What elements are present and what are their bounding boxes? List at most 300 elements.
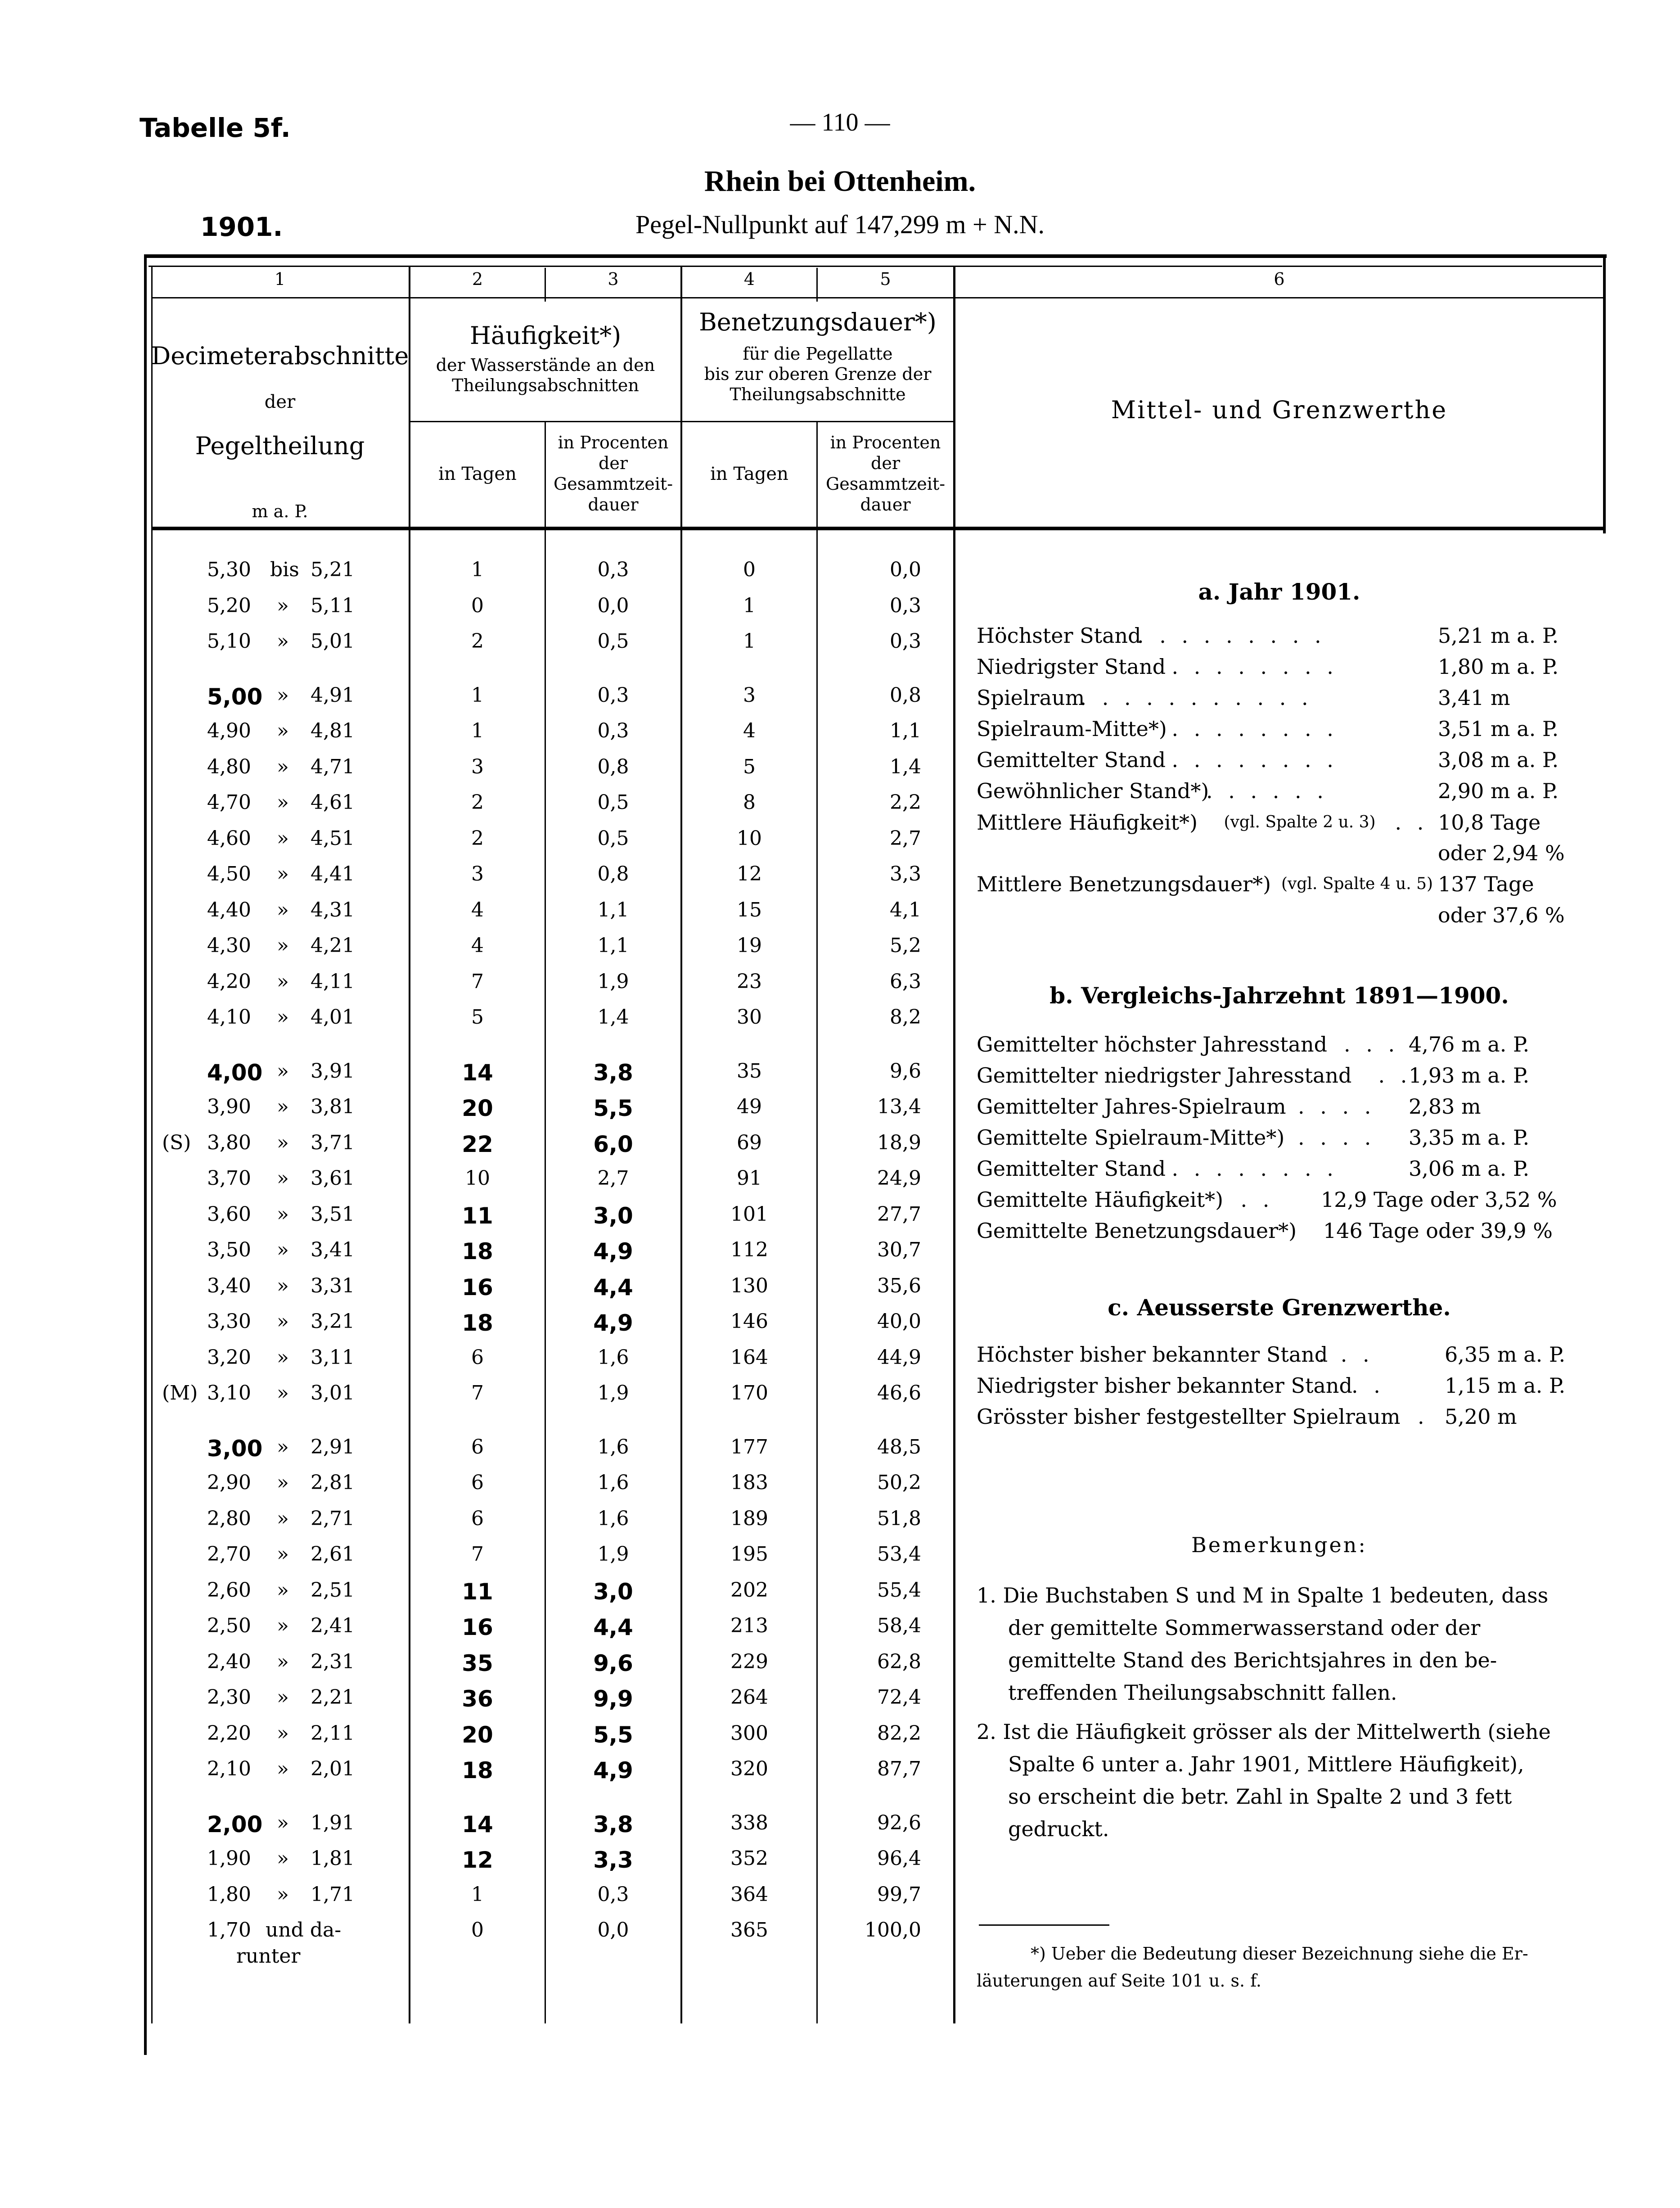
row-to: 2,81 xyxy=(311,1471,355,1494)
row-to: 1,71 xyxy=(311,1883,355,1906)
table-row xyxy=(0,1722,959,1758)
row-to: 3,31 xyxy=(311,1274,355,1297)
row-benetzung-procent: 3,3 xyxy=(890,862,921,885)
row-benetzung-tage: 4 xyxy=(743,719,756,742)
row-haeufigkeit-tage: 18 xyxy=(462,1310,493,1336)
leader-dots: . . . . . . . . xyxy=(1171,1156,1338,1181)
row-benetzung-procent: 99,7 xyxy=(877,1883,921,1906)
row-benetzung-procent: 55,4 xyxy=(877,1578,921,1602)
row-haeufigkeit-tage: 12 xyxy=(462,1847,493,1873)
row-sep: » xyxy=(277,1095,289,1118)
section-a-value: 137 Tage xyxy=(1438,872,1534,896)
section-a-value: 3,41 m xyxy=(1438,686,1510,710)
section-a-label: Höchster Stand xyxy=(977,623,1141,648)
row-haeufigkeit-tage: 6 xyxy=(471,1507,484,1530)
row-sep: » xyxy=(277,826,289,850)
table-row xyxy=(0,1919,959,1968)
row-from: 2,30 xyxy=(207,1686,251,1709)
table-row xyxy=(0,827,959,863)
section-a-note: (vgl. Spalte 4 u. 5) xyxy=(1281,875,1433,893)
table-row xyxy=(0,1095,959,1131)
table-row xyxy=(0,1811,959,1847)
row-to: 4,61 xyxy=(311,791,355,814)
col3-sub-l3: Gesammtzeit- xyxy=(553,474,673,494)
row-to: 2,11 xyxy=(311,1721,355,1745)
row-haeufigkeit-procent: 0,5 xyxy=(597,826,629,850)
section-b-label: Gemittelter höchster Jahresstand xyxy=(977,1032,1328,1057)
table-row xyxy=(0,630,959,666)
row-to: 3,61 xyxy=(311,1167,355,1190)
row-to: 2,91 xyxy=(311,1435,355,1458)
row-haeufigkeit-procent: 0,5 xyxy=(597,791,629,814)
page-subtitle: Pegel-Nullpunkt auf 147,299 m + N.N. xyxy=(635,210,1045,239)
row-haeufigkeit-procent: 0,0 xyxy=(597,594,629,617)
col2-subheader: in Tagen xyxy=(438,464,517,484)
leader-dots: . . . . . . xyxy=(1206,779,1328,803)
row-benetzung-procent: 51,8 xyxy=(877,1507,921,1530)
section-a-value: oder 2,94 % xyxy=(1438,841,1565,865)
col-number-1: 1 xyxy=(274,269,286,289)
remark-2-line: gedruckt. xyxy=(1008,1817,1109,1841)
row-to: 4,81 xyxy=(311,719,355,742)
table-row xyxy=(0,1650,959,1686)
row-benetzung-procent: 27,7 xyxy=(877,1202,921,1226)
row-haeufigkeit-procent: 2,7 xyxy=(597,1167,629,1190)
row-to: 1,81 xyxy=(311,1847,355,1870)
section-c-value: 5,20 m xyxy=(1445,1404,1517,1429)
row-haeufigkeit-procent: 1,6 xyxy=(597,1435,629,1458)
row-haeufigkeit-procent: 1,1 xyxy=(597,898,629,921)
row-to: 5,01 xyxy=(311,630,355,653)
table-right-border xyxy=(1603,254,1606,533)
row-sep: » xyxy=(277,1883,289,1906)
col1-header-line3: Pegeltheilung xyxy=(195,432,365,460)
row-from: 4,40 xyxy=(207,898,251,921)
col-number-5: 5 xyxy=(880,269,891,289)
section-b-label: Gemittelter Stand xyxy=(977,1156,1166,1181)
row-haeufigkeit-tage: 2 xyxy=(471,826,484,850)
table-row xyxy=(0,594,959,630)
leader-dots: . . . xyxy=(1318,1342,1374,1367)
row-from: 3,60 xyxy=(207,1202,251,1226)
section-b-value: 3,35 m a. P. xyxy=(1409,1125,1530,1150)
col4-subheader: in Tagen xyxy=(710,464,788,484)
row-from: 4,80 xyxy=(207,755,251,778)
row-haeufigkeit-procent: 6,0 xyxy=(593,1131,633,1157)
row-sep: » xyxy=(277,1757,289,1780)
row-benetzung-tage: 69 xyxy=(737,1131,762,1154)
table-row xyxy=(0,1543,959,1579)
row-haeufigkeit-procent: 0,8 xyxy=(597,862,629,885)
row-benetzung-procent: 92,6 xyxy=(877,1811,921,1834)
row-benetzung-procent: 50,2 xyxy=(877,1471,921,1494)
section-a-note: (vgl. Spalte 2 u. 3) xyxy=(1224,813,1376,831)
leader-dots: . . xyxy=(1378,1063,1412,1088)
row-sep: » xyxy=(277,630,289,653)
table-top-border xyxy=(144,254,1607,258)
table-row xyxy=(0,558,959,594)
row-from: 4,60 xyxy=(207,826,251,850)
row-haeufigkeit-procent: 0,3 xyxy=(597,558,629,581)
row-benetzung-tage: 213 xyxy=(730,1614,768,1637)
row-sep: » xyxy=(277,791,289,814)
row-benetzung-tage: 130 xyxy=(730,1274,768,1297)
row-to: 4,21 xyxy=(311,934,355,957)
footnote-rule xyxy=(979,1924,1109,1926)
row-benetzung-tage: 177 xyxy=(730,1435,768,1458)
row-benetzung-tage: 5 xyxy=(743,755,756,778)
row-haeufigkeit-tage: 35 xyxy=(462,1650,493,1676)
row-to: 3,51 xyxy=(311,1202,355,1226)
row-haeufigkeit-tage: 4 xyxy=(471,898,484,921)
row-benetzung-tage: 164 xyxy=(730,1346,768,1369)
row-sep: » xyxy=(277,1382,289,1404)
row-benetzung-tage: 0 xyxy=(743,558,756,581)
row-benetzung-procent: 40,0 xyxy=(877,1310,921,1333)
row-from: 1,80 xyxy=(207,1883,251,1906)
leader-dots: . . . . . . . . xyxy=(1171,655,1338,679)
row-sep: » xyxy=(277,1435,289,1458)
row-benetzung-tage: 202 xyxy=(730,1578,768,1602)
row-sep: bis xyxy=(270,558,299,581)
benetzung-sub2: bis zur oberen Grenze der xyxy=(704,364,932,384)
col5-sub-l1: in Procenten xyxy=(830,433,941,452)
row-haeufigkeit-procent: 4,9 xyxy=(593,1238,633,1264)
row-benetzung-tage: 8 xyxy=(743,791,756,814)
row-benetzung-procent: 53,4 xyxy=(877,1543,921,1566)
section-a-value: 2,90 m a. P. xyxy=(1438,779,1559,803)
row-to: 5,21 xyxy=(311,558,355,581)
row-from: 1,70 xyxy=(207,1919,251,1942)
leader-dots: . . . . xyxy=(1298,1094,1376,1119)
row-from: 3,00 xyxy=(207,1435,263,1462)
row-sep: » xyxy=(277,1650,289,1673)
footnote-line2: läuterungen auf Seite 101 u. s. f. xyxy=(977,1971,1261,1991)
row-benetzung-tage: 91 xyxy=(737,1167,762,1190)
row-haeufigkeit-procent: 0,3 xyxy=(597,683,629,707)
row-haeufigkeit-tage: 1 xyxy=(471,1883,484,1906)
col5-sub-l3: Gesammtzeit- xyxy=(825,474,946,494)
col3-subheader xyxy=(546,432,680,515)
row-to: 4,91 xyxy=(311,683,355,707)
row-from: 5,00 xyxy=(207,683,263,710)
remark-2-line: so erscheint die betr. Zahl in Spalte 2 und 3 fett xyxy=(1008,1784,1512,1809)
benetzung-header: Benetzungsdauer*) xyxy=(699,308,937,336)
row-haeufigkeit-tage: 18 xyxy=(462,1238,493,1264)
row-benetzung-tage: 12 xyxy=(737,862,762,885)
row-haeufigkeit-procent: 5,5 xyxy=(593,1095,633,1121)
row-sep: » xyxy=(277,1310,289,1333)
row-to: 2,31 xyxy=(311,1650,355,1673)
row-sep: » xyxy=(277,1543,289,1566)
section-c-label: Grösster bisher festgestellter Spielraum xyxy=(977,1404,1401,1429)
row-benetzung-tage: 320 xyxy=(730,1757,768,1780)
row-haeufigkeit-procent: 4,4 xyxy=(593,1614,633,1640)
col-number-4: 4 xyxy=(743,269,755,289)
row-haeufigkeit-tage: 3 xyxy=(471,755,484,778)
row-sep: » xyxy=(277,1346,289,1369)
row-sep: » xyxy=(277,1614,289,1637)
col-number-6: 6 xyxy=(1274,269,1285,289)
row-haeufigkeit-procent: 1,9 xyxy=(597,970,629,993)
row-benetzung-procent: 96,4 xyxy=(877,1847,921,1870)
row-benetzung-procent: 46,6 xyxy=(877,1382,921,1404)
row-haeufigkeit-tage: 14 xyxy=(462,1811,493,1838)
row-benetzung-tage: 300 xyxy=(730,1721,768,1745)
row-haeufigkeit-procent: 1,6 xyxy=(597,1471,629,1494)
table-row xyxy=(0,719,959,755)
row-haeufigkeit-tage: 7 xyxy=(471,970,484,993)
leader-dots: . xyxy=(1418,1404,1429,1429)
row-sep: » xyxy=(277,934,289,957)
row-benetzung-procent: 9,6 xyxy=(890,1059,921,1083)
section-b-value: 2,83 m xyxy=(1409,1094,1481,1119)
row-haeufigkeit-procent: 9,6 xyxy=(593,1650,633,1676)
row-benetzung-tage: 112 xyxy=(730,1238,768,1261)
section-b-label: Gemittelte Häufigkeit*) xyxy=(977,1188,1224,1212)
row-benetzung-tage: 189 xyxy=(730,1507,768,1530)
row-to: 2,61 xyxy=(311,1543,355,1566)
row-haeufigkeit-tage: 14 xyxy=(462,1059,493,1086)
row-to: 3,71 xyxy=(311,1131,355,1154)
table-row xyxy=(0,1686,959,1722)
row-haeufigkeit-procent: 5,5 xyxy=(593,1721,633,1748)
row-haeufigkeit-procent: 0,3 xyxy=(597,1883,629,1906)
section-a-label: Mittlere Benetzungsdauer*) xyxy=(977,872,1271,896)
row-from: 2,90 xyxy=(207,1471,251,1494)
row-haeufigkeit-tage: 10 xyxy=(465,1167,490,1190)
section-a-label: Spielraum-Mitte*) xyxy=(977,717,1167,741)
row-benetzung-tage: 3 xyxy=(743,683,756,707)
row-from: 4,90 xyxy=(207,719,251,742)
row-to: 2,71 xyxy=(311,1507,355,1530)
row-haeufigkeit-tage: 6 xyxy=(471,1346,484,1369)
row-mark: (M) xyxy=(162,1382,198,1404)
section-b-title: b. Vergleichs-Jahrzehnt 1891—1900. xyxy=(1049,982,1509,1009)
row-to: 2,21 xyxy=(311,1686,355,1709)
benetzung-sub1: für die Pegellatte xyxy=(743,344,893,364)
row-benetzung-tage: 35 xyxy=(737,1059,762,1083)
row-haeufigkeit-procent: 3,3 xyxy=(593,1847,633,1873)
row-benetzung-procent: 58,4 xyxy=(877,1614,921,1637)
row-sep: » xyxy=(277,1167,289,1190)
row-from: 4,00 xyxy=(207,1059,263,1086)
row-benetzung-procent: 0,8 xyxy=(890,683,921,707)
row-haeufigkeit-procent: 9,9 xyxy=(593,1686,633,1712)
row-haeufigkeit-procent: 3,0 xyxy=(593,1202,633,1229)
table-row xyxy=(0,1507,959,1543)
remarks-title: Bemerkungen: xyxy=(1191,1533,1367,1557)
table-row xyxy=(0,1346,959,1382)
row-haeufigkeit-tage: 4 xyxy=(471,934,484,957)
row-haeufigkeit-procent: 0,0 xyxy=(597,1919,629,1942)
row-haeufigkeit-tage: 5 xyxy=(471,1006,484,1029)
row-from: 5,20 xyxy=(207,594,251,617)
section-b-label: Gemittelte Spielraum-Mitte*) xyxy=(977,1125,1285,1150)
section-a-value: 1,80 m a. P. xyxy=(1438,655,1559,679)
row-haeufigkeit-tage: 7 xyxy=(471,1543,484,1566)
section-b-value: 3,06 m a. P. xyxy=(1409,1156,1530,1181)
row-sep: » xyxy=(277,1471,289,1494)
row-from: 4,50 xyxy=(207,862,251,885)
row-sep: » xyxy=(277,1507,289,1530)
col1-header-unit: m a. P. xyxy=(252,501,308,521)
section-a-label: Gemittelter Stand xyxy=(977,748,1166,772)
row-haeufigkeit-tage: 16 xyxy=(462,1274,493,1300)
row-haeufigkeit-tage: 2 xyxy=(471,791,484,814)
row-to: 3,11 xyxy=(311,1346,355,1369)
leader-dots: . . . . . . . . . . . xyxy=(1080,686,1313,710)
remark-2-line: Spalte 6 unter a. Jahr 1901, Mittlere Häufigkeit), xyxy=(1008,1752,1524,1776)
section-a-label: Spielraum xyxy=(977,686,1085,710)
row-haeufigkeit-tage: 11 xyxy=(462,1202,493,1229)
table-row xyxy=(0,791,959,827)
col1-header-line1: Decimeterabschnitte xyxy=(151,342,409,370)
row-from: 3,40 xyxy=(207,1274,251,1297)
row-benetzung-tage: 183 xyxy=(730,1471,768,1494)
row-benetzung-procent: 72,4 xyxy=(877,1686,921,1709)
row-sep: » xyxy=(277,1202,289,1226)
row-haeufigkeit-tage: 7 xyxy=(471,1382,484,1404)
section-a-value: 3,51 m a. P. xyxy=(1438,717,1559,741)
row-benetzung-procent: 0,3 xyxy=(890,630,921,653)
row-sep: » xyxy=(277,719,289,742)
row-haeufigkeit-tage: 1 xyxy=(471,558,484,581)
haeufigkeit-sub1: der Wasserstände an den xyxy=(436,355,655,375)
row-haeufigkeit-procent: 4,9 xyxy=(593,1757,633,1784)
row-from: 2,50 xyxy=(207,1614,251,1637)
row-haeufigkeit-procent: 1,9 xyxy=(597,1543,629,1566)
row-sep: » xyxy=(277,1578,289,1602)
row-to: 3,41 xyxy=(311,1238,355,1261)
remark-1-line: treffenden Theilungsabschnitt fallen. xyxy=(1008,1680,1397,1705)
row-benetzung-procent: 48,5 xyxy=(877,1435,921,1458)
row-benetzung-procent: 62,8 xyxy=(877,1650,921,1673)
section-c-label: Höchster bisher bekannter Stand xyxy=(977,1342,1328,1367)
row-from: 3,80 xyxy=(207,1131,251,1154)
table-row xyxy=(0,934,959,970)
row-haeufigkeit-tage: 0 xyxy=(471,1919,484,1942)
row-benetzung-procent: 18,9 xyxy=(877,1131,921,1154)
row-to: 4,31 xyxy=(311,898,355,921)
row-from: 3,30 xyxy=(207,1310,251,1333)
row-to: 2,41 xyxy=(311,1614,355,1637)
row-benetzung-procent: 35,6 xyxy=(877,1274,921,1297)
benetzung-sub3: Theilungsabschnitte xyxy=(730,384,906,404)
row-from: 2,20 xyxy=(207,1721,251,1745)
row-to: 4,41 xyxy=(311,862,355,885)
row-benetzung-tage: 19 xyxy=(737,934,762,957)
row-to: 3,01 xyxy=(311,1382,355,1404)
leader-dots: . . xyxy=(1351,1373,1385,1398)
leader-dots: . . . xyxy=(1344,1032,1400,1057)
row-benetzung-procent: 4,1 xyxy=(890,898,921,921)
row-sep: » xyxy=(277,683,289,707)
row-benetzung-tage: 264 xyxy=(730,1686,768,1709)
row-haeufigkeit-tage: 16 xyxy=(462,1614,493,1640)
row-sep: » xyxy=(277,1686,289,1709)
row-sep: » xyxy=(277,1847,289,1870)
row-haeufigkeit-procent: 0,8 xyxy=(597,755,629,778)
table-row xyxy=(0,1274,959,1310)
remark-1-line: 1. Die Buchstaben S und M in Spalte 1 bedeuten, dass xyxy=(977,1583,1549,1607)
row-haeufigkeit-procent: 3,8 xyxy=(593,1811,633,1838)
row-haeufigkeit-procent: 1,1 xyxy=(597,934,629,957)
row-haeufigkeit-tage: 20 xyxy=(462,1095,493,1121)
row-benetzung-procent: 24,9 xyxy=(877,1167,921,1190)
row-from: 2,70 xyxy=(207,1543,251,1566)
table-row xyxy=(0,1310,959,1346)
row-to: 5,11 xyxy=(311,594,355,617)
table-row xyxy=(0,1847,959,1883)
row-from: 5,30 xyxy=(207,558,251,581)
row-sep: » xyxy=(277,970,289,993)
row-benetzung-procent: 82,2 xyxy=(877,1721,921,1745)
table-row xyxy=(0,1167,959,1203)
row-benetzung-procent: 13,4 xyxy=(877,1095,921,1118)
section-a-value: 10,8 Tage xyxy=(1438,810,1541,835)
row-to: 4,71 xyxy=(311,755,355,778)
row-haeufigkeit-tage: 1 xyxy=(471,719,484,742)
remark-2-line: 2. Ist die Häufigkeit grösser als der Mittelwerth (siehe xyxy=(977,1720,1551,1744)
row-haeufigkeit-tage: 18 xyxy=(462,1757,493,1784)
row-to: 4,01 xyxy=(311,1006,355,1029)
row-from: 3,70 xyxy=(207,1167,251,1190)
remark-1-line: der gemittelte Sommerwasserstand oder der xyxy=(1008,1616,1481,1640)
table-row xyxy=(0,1757,959,1793)
row-from-line2: runter xyxy=(236,1945,301,1968)
page-title: Rhein bei Ottenheim. xyxy=(704,165,976,198)
row-benetzung-tage: 49 xyxy=(737,1095,762,1118)
table-row xyxy=(0,1579,959,1615)
row-benetzung-procent: 8,2 xyxy=(890,1006,921,1029)
row-haeufigkeit-tage: 3 xyxy=(471,862,484,885)
table-inner-top-border xyxy=(149,266,1602,267)
leader-dots: . . . . . . . . . xyxy=(1137,623,1326,648)
row-benetzung-tage: 352 xyxy=(730,1847,768,1870)
row-benetzung-procent: 100,0 xyxy=(865,1919,921,1942)
section-c-value: 6,35 m a. P. xyxy=(1445,1342,1566,1367)
table-row xyxy=(0,862,959,899)
section-a-value: oder 37,6 % xyxy=(1438,903,1565,927)
section-a-label: Niedrigster Stand xyxy=(977,655,1166,679)
row-haeufigkeit-procent: 4,9 xyxy=(593,1310,633,1336)
col5-sub-l2: der xyxy=(871,453,900,473)
row-benetzung-tage: 101 xyxy=(730,1202,768,1226)
section-b-value: 12,9 Tage oder 3,52 % xyxy=(1321,1188,1557,1212)
year-label: 1901. xyxy=(200,212,283,242)
row-from: 3,20 xyxy=(207,1346,251,1369)
row-haeufigkeit-procent: 0,3 xyxy=(597,719,629,742)
row-sep: » xyxy=(277,1006,289,1029)
col1-header-line2: der xyxy=(264,392,296,412)
footnote-line1: *) Ueber die Bedeutung dieser Bezeichnung siehe die Er- xyxy=(1031,1944,1528,1964)
row-benetzung-tage: 1 xyxy=(743,594,756,617)
row-from: 4,10 xyxy=(207,1006,251,1029)
section-b-value: 1,93 m a. P. xyxy=(1409,1063,1530,1088)
row-haeufigkeit-procent: 4,4 xyxy=(593,1274,633,1300)
table-row xyxy=(0,1614,959,1650)
row-to: 2,51 xyxy=(311,1578,355,1602)
row-haeufigkeit-tage: 6 xyxy=(471,1471,484,1494)
col5-sub-l4: dauer xyxy=(860,495,911,515)
row-to: 4,11 xyxy=(311,970,355,993)
row-haeufigkeit-tage: 0 xyxy=(471,594,484,617)
row-haeufigkeit-procent: 1,9 xyxy=(597,1382,629,1404)
row-to: 2,01 xyxy=(311,1757,355,1780)
table-row xyxy=(0,1436,959,1472)
table-row xyxy=(0,1471,959,1507)
